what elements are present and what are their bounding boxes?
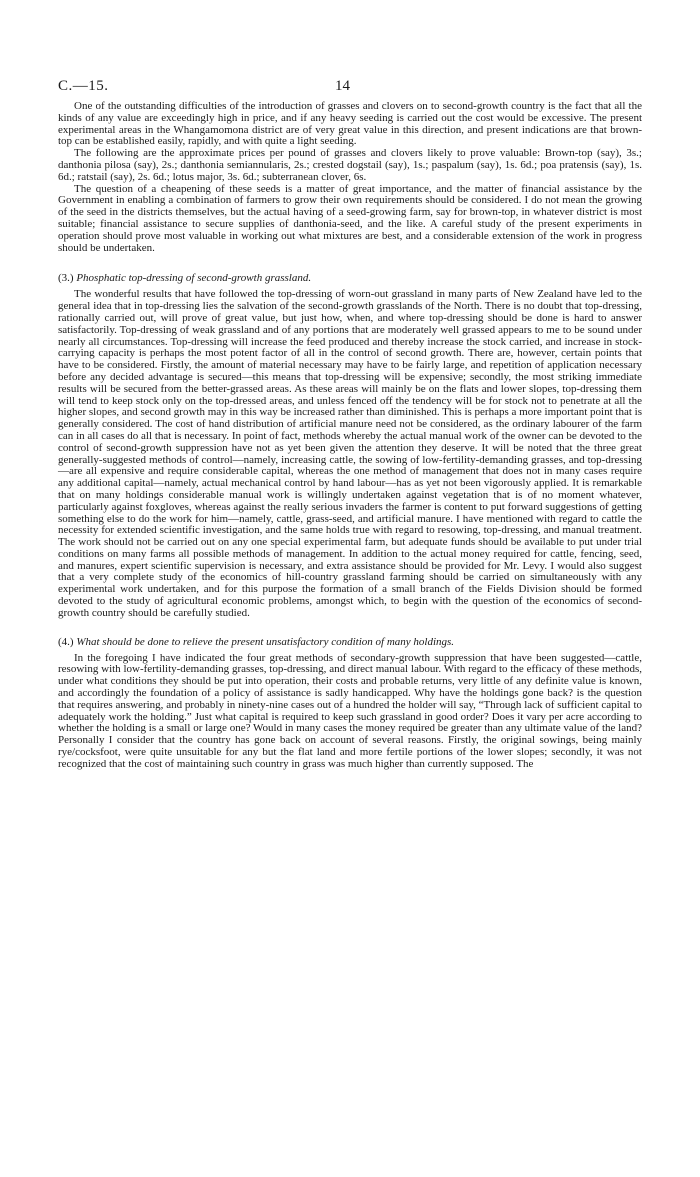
paragraph-holdings: In the foregoing I have indicated the four great methods of secondary-growth suppression that have been suggested—cattle, resowing with low-fertility-demanding grasses, top-dressing, and direct manual labour. With regard to the efficacy of these methods, under what conditions they should be put into operation, their costs and probable returns, very little of any definite value is known, and accordingly the foundation of a policy of assistance is sadly handicapped. Why have the holdings gone back? is the question that requires answering, and probably in ninety-nine cases out of a hundred the holder will say, “Through lack of sufficient capital to adequately work the holding.” Just what capital is required to keep such grassland in good order? Does it vary per acre according to whether the holding is a small or large one? Would in many cases the money required be greater than any ultimate value of the land? Personally I consider that the country has gone back on account of several reasons. Firstly, the original sowings, being mainly rye/cocksfoot, were quite unsuitable for any but the flat land and more fertile portions of the lower slopes; secondly, it was not recognized that the cost of maintaining such country in grass was much higher than currently supposed. The <box>58 651 642 770</box>
paragraph-seed-financing: The question of a cheapening of these seeds is a matter of great importance, and the matter of financial assistance by the Government in enabling a combination of farmers to grow their own requirements should be considered. I do not mean the growing of the seed in the districts themselves, but the actual having of a seed-growing farm, say for brown-top, in whatever district is most suitable; financial assistance to secure supplies of danthonia-seed, and the like. A careful study of the present experiments in operation should prove most valuable in working out what mixtures are best, and a considerable extension of the work in progress should be undertaken. <box>58 182 642 254</box>
paragraph-top-dressing: The wonderful results that have followed the top-dressing of worn-out grassland in many parts of New Zealand have led to the general idea that in top-dressing lies the salvation of the second-growth grasslands of the North. There is no doubt that top-dressing, rationally carried out, will prove of great value, but just how, when, and where top-dressing should be done is hard to answer satisfactorily. Top-dressing of weak grassland and of any portions that are moderately well grassed appears to me to be sound under nearly all circumstances. Top-dressing will increase the feed produced and thereby increase the stock carried, and increase in stock-carrying capacity is perhaps the most potent factor of all in the control of second growth. There are, however, certain points that have to be considered. Firstly, the amount of material necessary may have to be fairly large, and repetition of application necessary before any decided advantage is secured—this means that top-dressing will be expensive; secondly, the most striking immediate results will be secured from the better-grassed areas. As these areas will mainly be on the flats and lower slopes, top-dressing them will tend to keep stock only on the top-dressed areas, and unless fenced off the tendency will be for stock not to penetrate at all the higher slopes, and second growth may in this way be increased rather than diminished. This is perhaps a more important point that is generally considered. The cost of hand distribution of artificial manure need not be considered, as the ordinary labourer of the farm can in all cases do all that is necessary. In point of fact, methods whereby the actual manual work of the owner can be devoted to the control of second-growth suppression have not as yet been given the attention they deserve. It will be noted that the three great generally-suggested methods of control—namely, increasing cattle, the sowing of low-fertility-demanding grasses, and top-dressing—are all expensive and require considerable capital, whereas the one method of management that does not in many cases require any additional capital—namely, actual mechanical control by hand labour—has as yet not been vigorously applied. It is remarkable that on many holdings considerable manual work is willingly undertaken against vegetation that is of no moment whatever, particularly against foxgloves, whereas against the really serious invaders the farmer is content to put forward suggestions of getting something else to do the work for him—namely, cattle, grass-seed, and artificial manure. I have mentioned with regard to cattle the necessity for extended scientific investigation, and the same holds true with regard to resowing, top-dressing, and manual treatment. The work should not be carried out on any one special experimental farm, but adequate funds should be available to put under trial conditions on many farms all possible methods of management. In addition to the actual money required for cattle, fencing, seed, and manures, expert scientific supervision is necessary, and extra assistance should be provided for Mr. Levy. I would also suggest that a very complete study of the economics of hill-country grassland farming should be carried on simultaneously with any experimental work undertaken, and for this purpose the formation of a small branch of the Fields Division should be formed devoted to the study of agricultural economic problems, amongst which, to begin with the question of the economics of second-growth country should be carefully studied. <box>58 288 642 619</box>
section-title: What should be done to relieve the present unsatisfactory condition of many holdings. <box>76 635 455 648</box>
document-body <box>58 101 642 771</box>
page-number: 14 <box>335 78 350 94</box>
paragraph-seed-prices: The following are the approximate prices per pound of grasses and clovers likely to prove valuable: Brown-top (say), 3s.; danthonia pilosa (say), 2s.; danthonia semiannularis, 2s.; crested dogstail (say), 1s.; paspalum (say), 1s. 6d.; poa pratensis (say), 1s. 6d.; ratstail (say), 2s. 6d.; lotus major, 3s. 6d.; subterranean clover, 6s. <box>58 147 642 183</box>
section-title: Phosphatic top-dressing of second-growth grassland. <box>76 272 312 285</box>
section-number: (4.) <box>58 635 74 648</box>
section-heading-4 <box>58 636 642 648</box>
section-number: (3.) <box>58 272 74 285</box>
running-header <box>0 78 700 98</box>
section-heading-3 <box>58 272 642 284</box>
page-reference: C.—15. <box>58 78 109 94</box>
paragraph-seed-cost: One of the outstanding difficulties of the introduction of grasses and clovers on to second-growth country is the fact that all the kinds of any value are exceedingly high in price, and if any heavy seeding is carried out the cost would be excessive. The present experimental areas in the Whangamomona district are of very great value in this direction, and present indications are that brown-top can be established easily, rapidly, and with quite a light seeding. <box>58 100 642 148</box>
